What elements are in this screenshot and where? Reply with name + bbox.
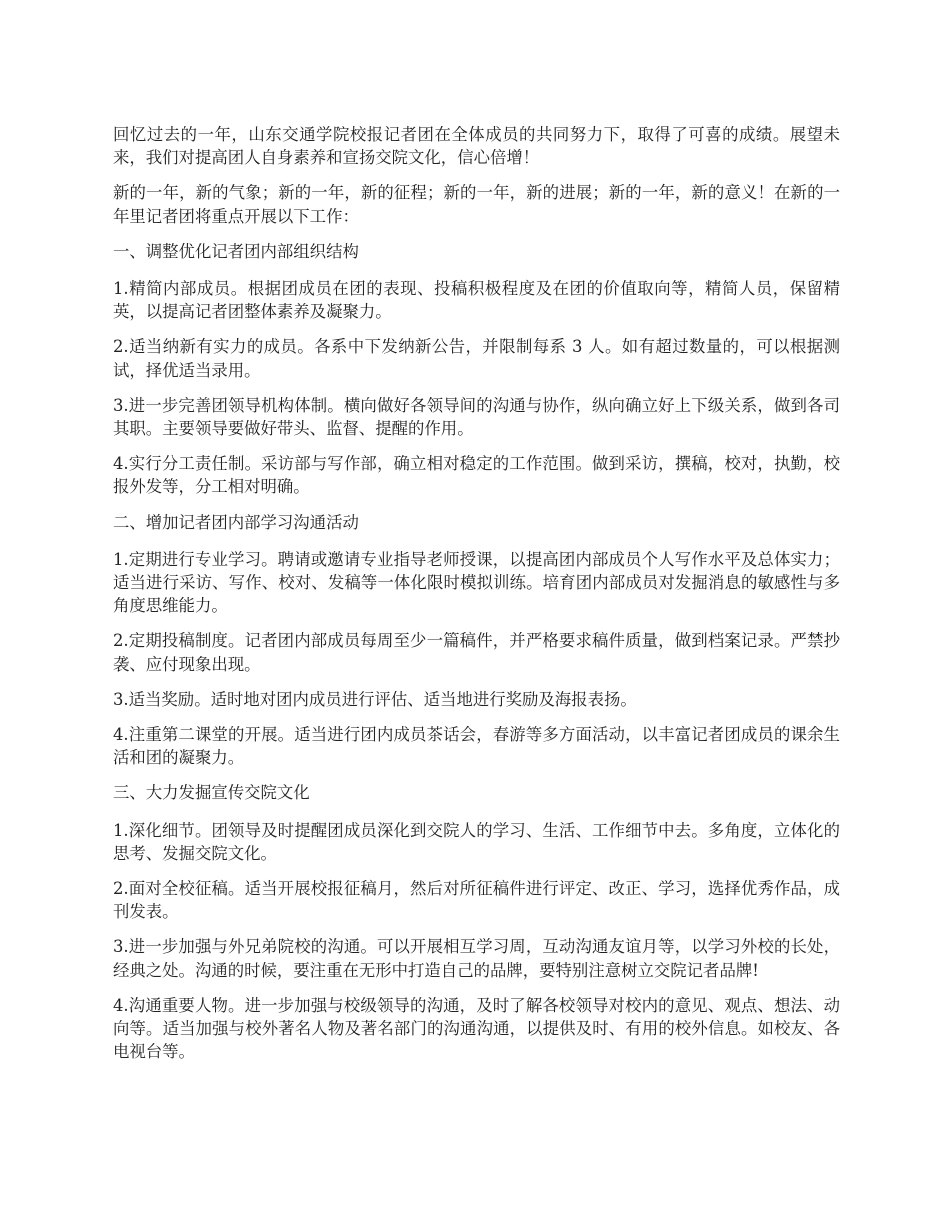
section-heading-2: 二、增加记者团内部学习沟通活动: [113, 512, 359, 532]
section-1-item-3: 3.进一步完善团领导机构体制。横向做好各领导间的沟通与协作，纵向确立好上下级关系，做到各司其职。主要领导要做好带头、监督、提醒的作用。: [113, 395, 840, 439]
document-page: [113, 123, 840, 1076]
section-3-item-4: 4.沟通重要人物。进一步加强与校级领导的沟通，及时了解各校领导对校内的意见、观点、想法、动向等。适当加强与校外著名人物及著名部门的沟通沟通，以提供及时、有用的校外信息。如校友、各电视台等。: [113, 995, 840, 1062]
new-year-paragraph: 新的一年，新的气象；新的一年，新的征程；新的一年，新的进展；新的一年，新的意义！在新的一年里记者团将重点开展以下工作：: [113, 183, 840, 226]
section-1-item-1: 1.精简内部成员。根据团成员在团的表现、投稿积极程度及在团的价值取向等，精简人员，保留精英，以提高记者团整体素养及凝聚力。: [113, 279, 840, 322]
section-2-item-2: 2.定期投稿制度。记者团内部成员每周至少一篇稿件，并严格要求稿件质量，做到档案记录。严禁抄袭、应付现象出现。: [113, 631, 840, 674]
section-2-item-4: 4.注重第二课堂的开展。适当进行团内成员茶话会，春游等多方面活动，以丰富记者团成员的课余生活和团的凝聚力。: [113, 725, 840, 768]
section-heading-1: 一、调整优化记者团内部组织结构: [113, 241, 359, 261]
section-2-item-1: 1.定期进行专业学习。聘请或邀请专业指导老师授课，以提高团内部成员个人写作水平及总体实力；适当进行采访、写作、校对、发稿等一体化限时模拟训练。培育团内部成员对发掘消息的敏感性与多角度思维能力。: [113, 549, 840, 616]
section-1-item-4: 4.实行分工责任制。采访部与写作部，确立相对稳定的工作范围。做到采访，撰稿，校对，执勤，校报外发等，分工相对明确。: [113, 454, 840, 497]
section-2-item-3: 3.适当奖励。适时地对团内成员进行评估、适当地进行奖励及海报表扬。: [113, 689, 637, 709]
section-3-item-2: 2.面对全校征稿。适当开展校报征稿月，然后对所征稿件进行评定、改正、学习，选择优秀作品，成刊发表。: [113, 879, 840, 922]
section-1-item-2: 2.适当纳新有实力的成员。各系中下发纳新公告，并限制每系 3 人。如有超过数量的，可以根据测试，择优适当录用。: [113, 337, 840, 380]
section-heading-3: 三、大力发掘宣传交院文化: [113, 783, 310, 803]
section-3-item-3: 3.进一步加强与外兄弟院校的沟通。可以开展相互学习周，互动沟通友谊月等，以学习外校的长处，经典之处。沟通的时候，要注重在无形中打造自己的品牌，要特别注意树立交院记者品牌!: [113, 937, 840, 980]
intro-paragraph: 回忆过去的一年，山东交通学院校报记者团在全体成员的共同努力下，取得了可喜的成绩。展望未来，我们对提高团人自身素养和宣扬交院文化，信心倍增！: [113, 125, 840, 168]
section-3-item-1: 1.深化细节。团领导及时提醒团成员深化到交院人的学习、生活、工作细节中去。多角度，立体化的思考、发掘交院文化。: [113, 820, 840, 863]
